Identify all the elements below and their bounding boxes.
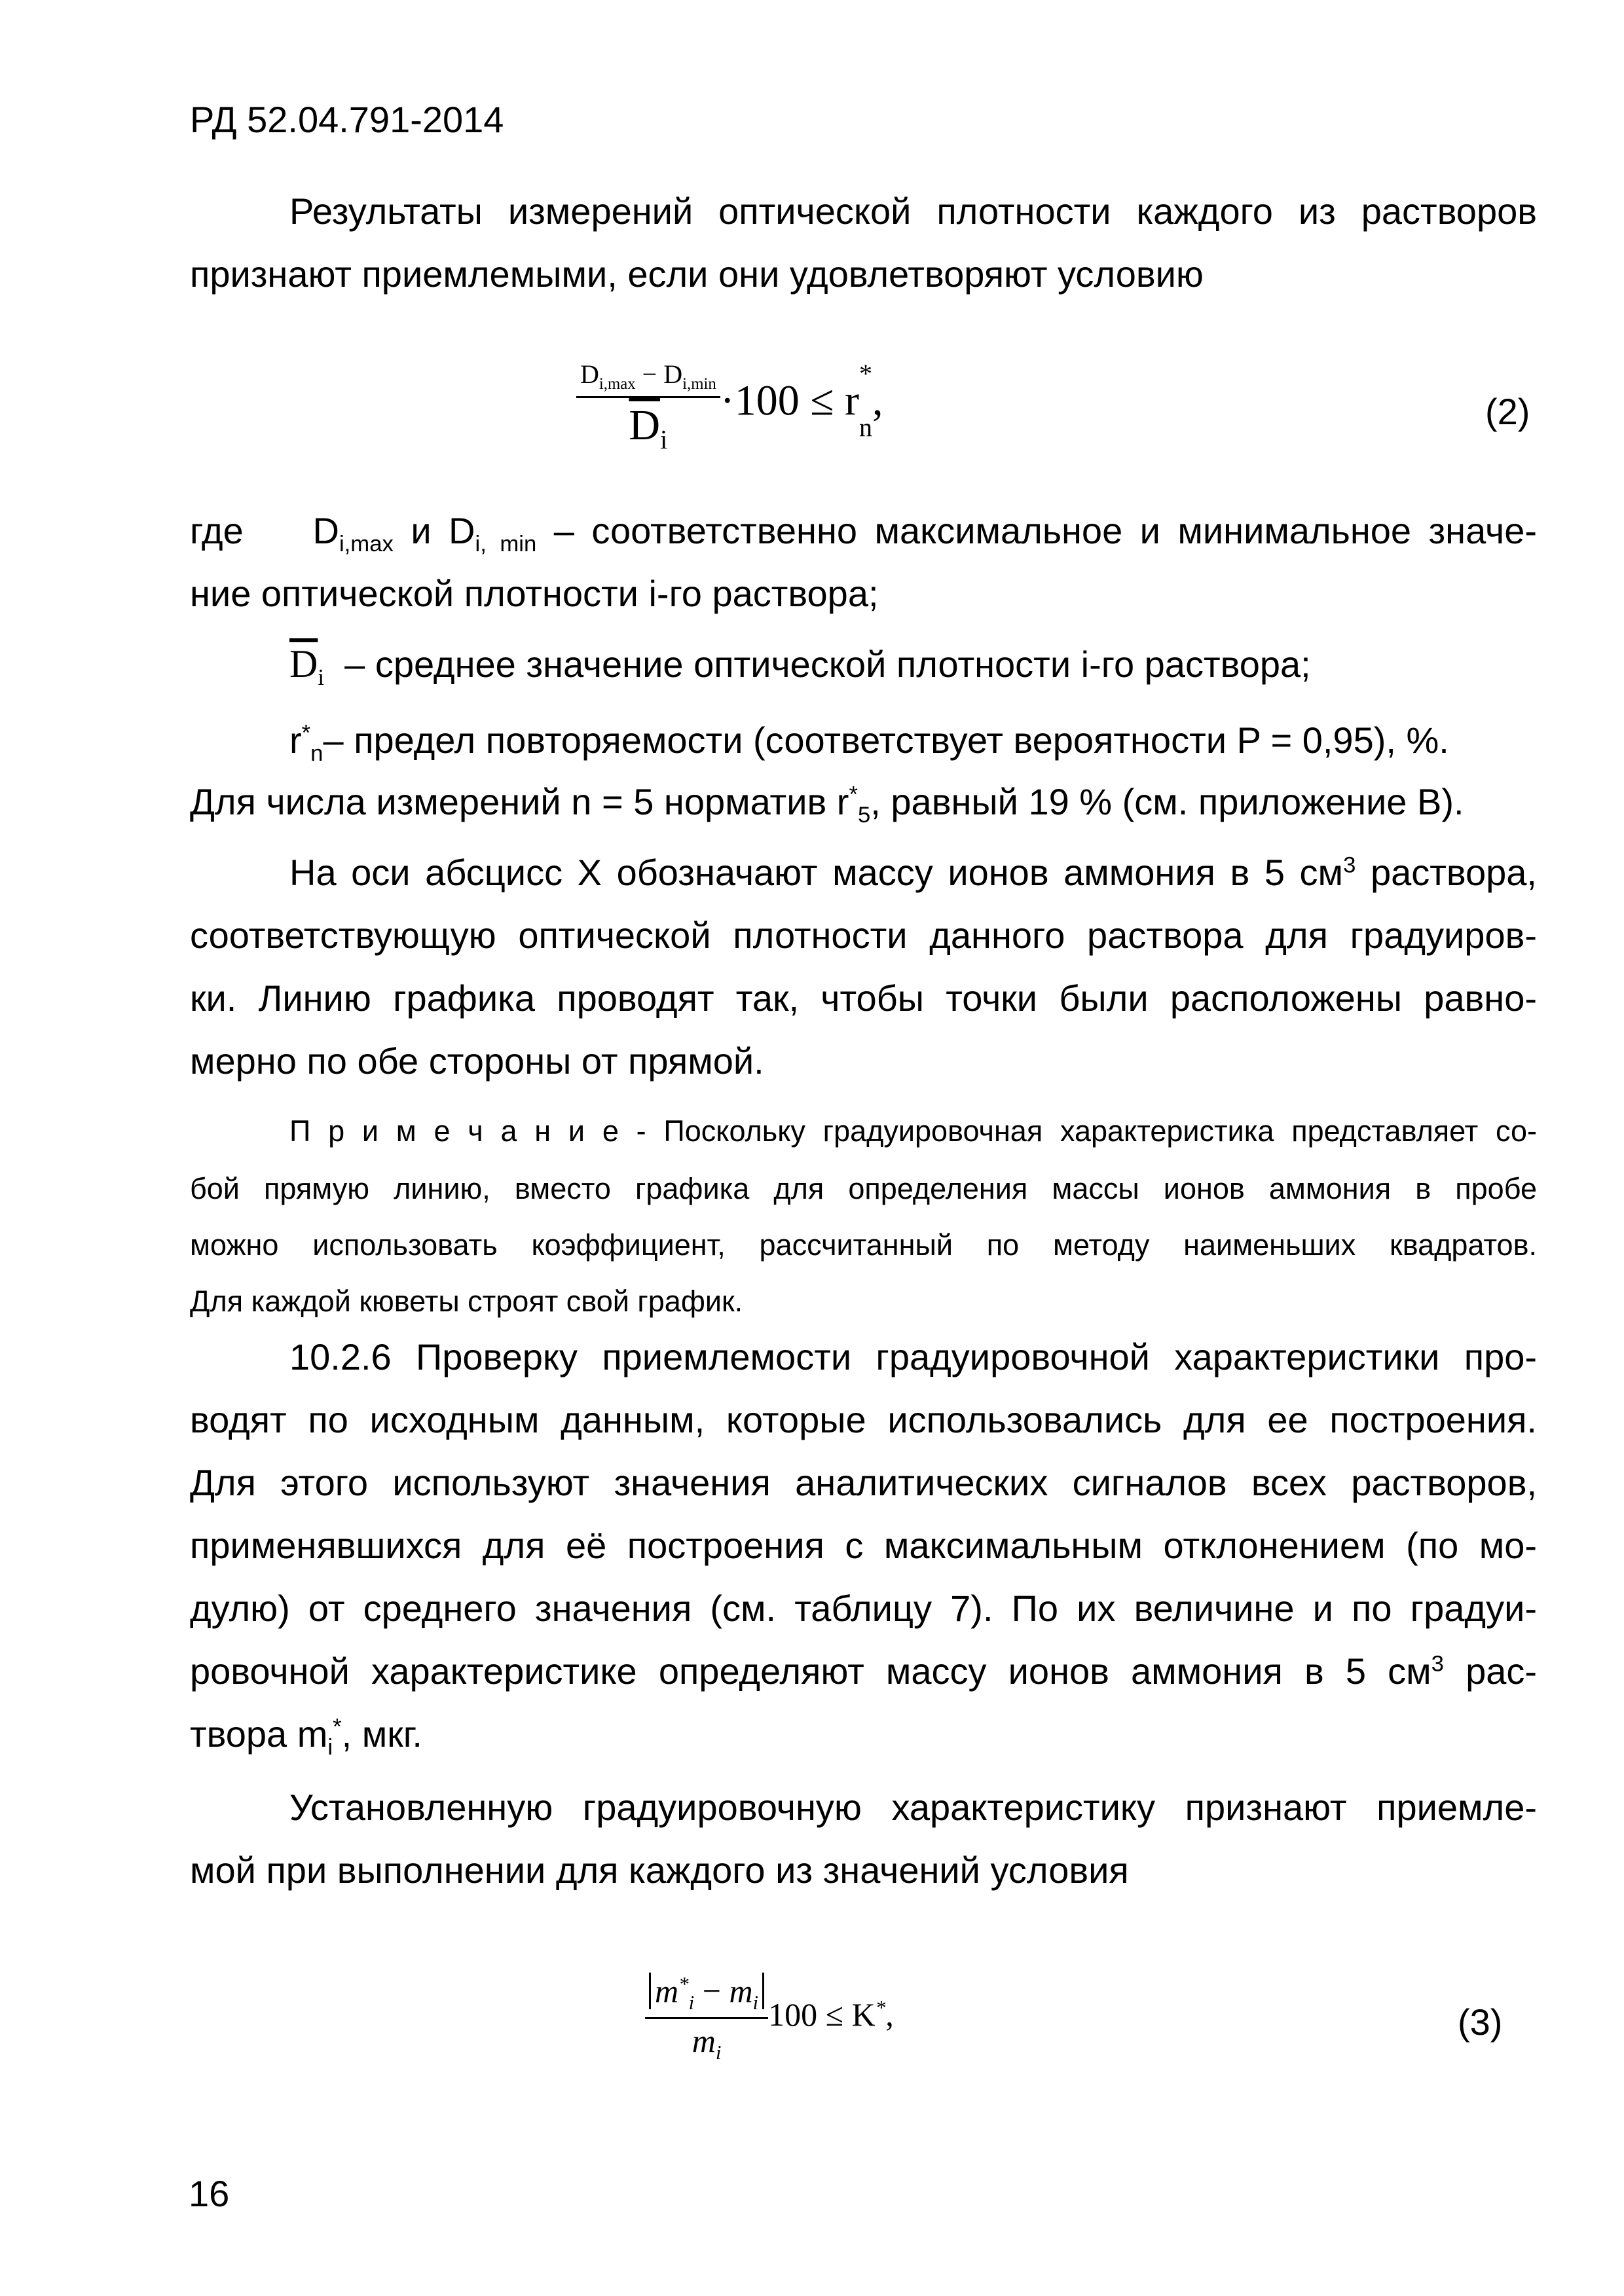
para1-line1: Результаты измерений оптической плотности каждого из растворов [289, 191, 1537, 232]
para3-line4: применявшихся для её построения с максимальным отклонением (по мо- [190, 1525, 1537, 1566]
para3-line5: дулю) от среднего значения (см. таблицу 7). По их величине и по градуи- [190, 1588, 1537, 1629]
para3-line7: твора $m_i^*$, мкг. [190, 1713, 422, 1760]
para3-line2: водят по исходным данным, которые использовались для ее построения. [190, 1399, 1537, 1440]
formula-3-number: (3) [1458, 2001, 1503, 2043]
page-number: 16 [189, 2173, 230, 2214]
para4-line1: Установленную градуировочную характеристику признают приемле- [289, 1787, 1537, 1828]
where-line1: где $D_{i,max}$ и $D_{i, min}$ – соответственно максимальное и минимальное значе- [190, 510, 1537, 557]
para2-line1: На оси абсцисс X обозначают массу ионов аммония в 5 $см^3$ раствора, [289, 852, 1537, 893]
note-line1: П р и м е ч а н и е - Поскольку градуировочная характеристика представляет со- [289, 1114, 1537, 1148]
document-header: РД 52.04.791-2014 [190, 99, 504, 140]
where-repeatability-line: $r^*_n-$ предел повторяемости (соответствует вероятности P = 0,95), %. [289, 720, 1449, 767]
para2-line4: мерно по обе стороны от прямой. [190, 1040, 764, 1082]
note-label: П р и м е ч а н и е [289, 1114, 619, 1148]
para2-line2: соответствующую оптической плотности данного раствора для градуиров- [190, 915, 1537, 956]
formula-2-denominator: $\overline{D}_i$ [629, 401, 668, 455]
formula-2-number: (2) [1485, 391, 1530, 432]
formula-3-fraction [645, 1972, 768, 2064]
formula-3: $\frac{m^*_i - m_i}{m_i}$ 100 ≤ K*, [645, 1972, 894, 2064]
formula-3-numerator: $m^*_i - m_i$ [645, 1972, 768, 2019]
para1-line2: признают приемлемыми, если они удовлетворяют условию [190, 253, 1204, 295]
para4-line2: мой при выполнении для каждого из значений условия [190, 1850, 1129, 1891]
formula-2-numerator: $D_{i,max} - D_{i,min}$ [576, 359, 720, 398]
where-mean-line: $\overline{D}_i$ – среднее значение оптической плотности i-го раствора; [289, 642, 1311, 691]
note-line2: бой прямую линию, вместо графика для определения массы ионов аммония в пробе [190, 1172, 1537, 1205]
formula-3-denominator: $m_i$ [692, 2022, 722, 2064]
where-line2: ние оптической плотности i-го раствора; [190, 573, 879, 614]
formula-2-fraction [576, 359, 720, 455]
formula-2: $\frac{D_{i,max} - D_{i,min}}{\overline{D}_i}$ ·100 ≤ r * $_n$, [576, 359, 883, 455]
note-line3: можно использовать коэффициент, рассчитанный по методу наименьших квадратов. [190, 1228, 1537, 1262]
para3-line3: Для этого используют значения аналитических сигналов всех растворов, [190, 1462, 1537, 1503]
para3-line1: 10.2.6 Проверку приемлемости градуировочной характеристики про- [289, 1336, 1537, 1377]
para3-line6: ровочной характеристике определяют массу ионов аммония в 5 $см^3$ рас- [190, 1650, 1538, 1692]
note-line4: Для каждой кюветы строят свой график. [190, 1285, 743, 1318]
where-norm-line: Для числа измерений n = 5 норматив $r^*_5$, равный 19 % (см. приложение В). [190, 781, 1464, 828]
para2-line3: ки. Линию графика проводят так, чтобы точки были расположены равно- [190, 977, 1537, 1019]
